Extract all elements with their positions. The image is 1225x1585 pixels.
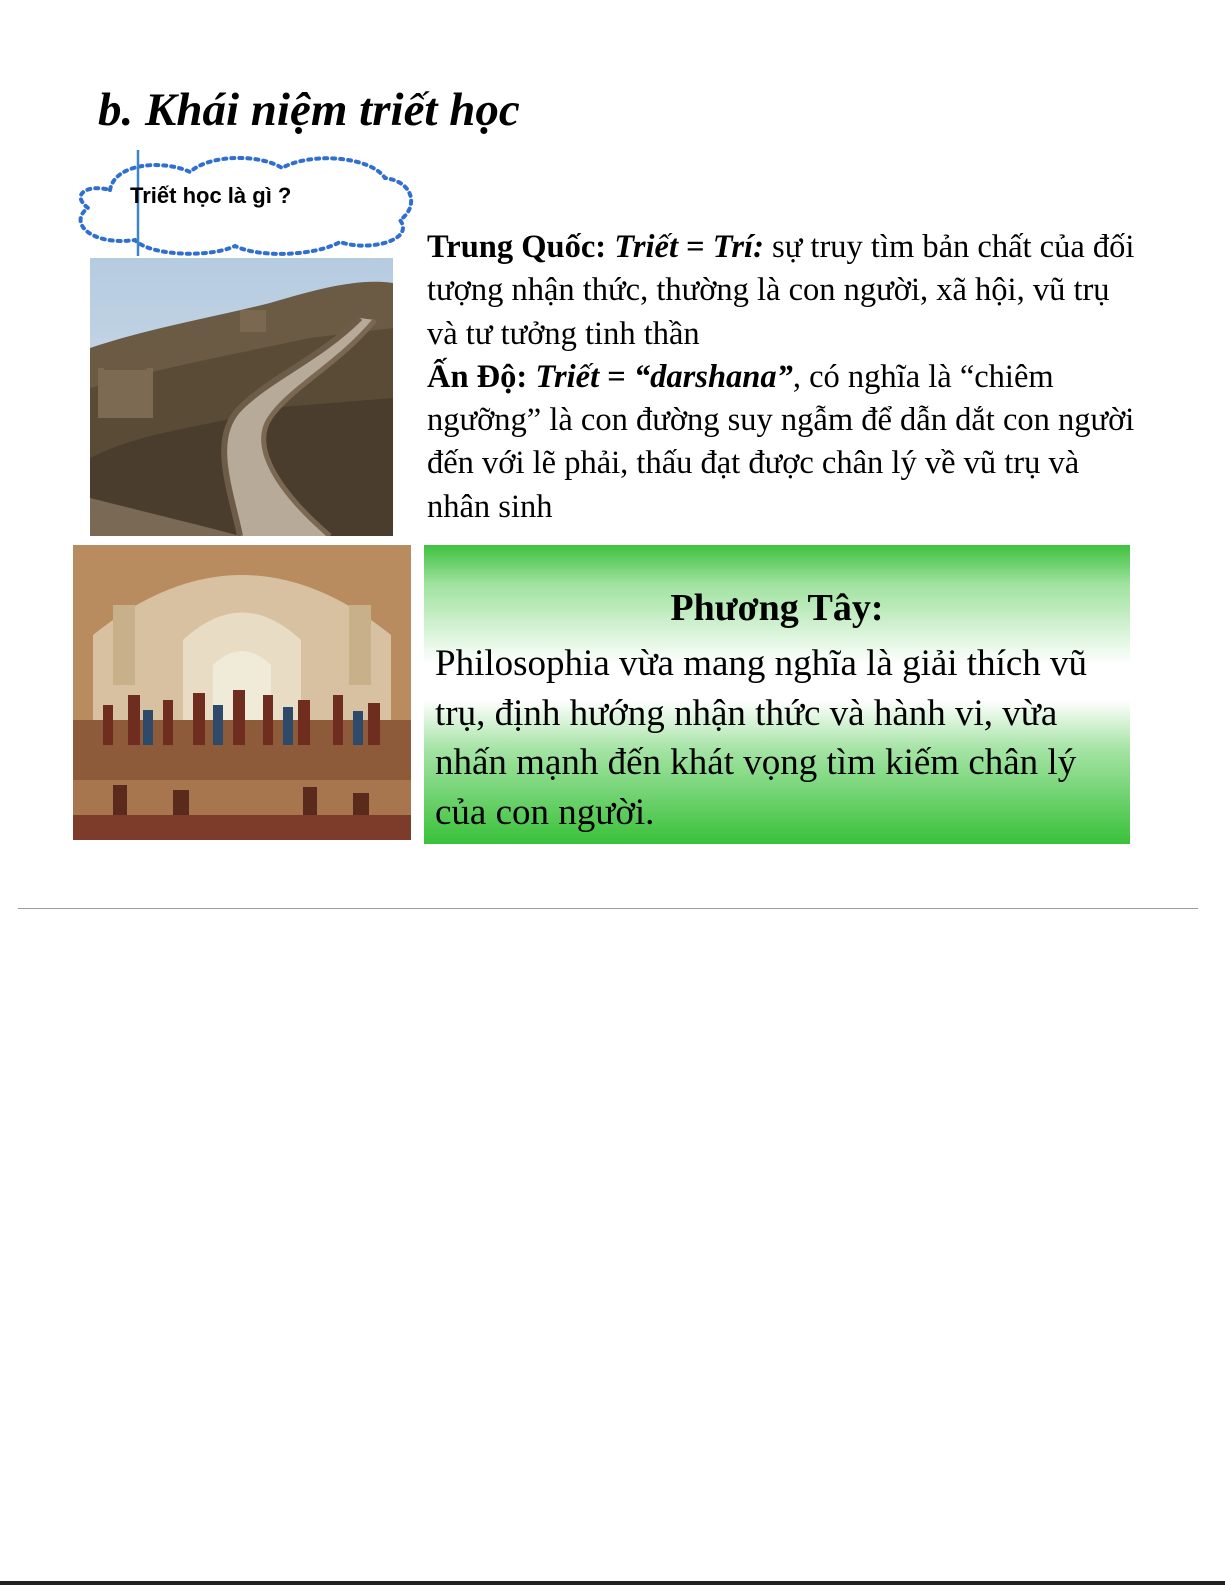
india-term2: “darshana” bbox=[633, 358, 793, 395]
section-heading: b. Khái niệm triết học bbox=[98, 84, 520, 136]
school-of-athens-fresco bbox=[73, 545, 411, 840]
india-text: , có nghĩa là “chiêm ngưỡng” là con đường suy ngẫm để dẫn dắt con người đến với lẽ phải, thấu đạt được chân lý về vũ trụ và nhân sinh bbox=[427, 358, 1135, 525]
india-definition bbox=[427, 356, 1147, 529]
china-label: Trung Quốc: bbox=[427, 229, 607, 265]
china-eq: = bbox=[677, 229, 713, 265]
india-eq: = bbox=[599, 358, 634, 395]
china-term1: Triết bbox=[614, 229, 678, 265]
page-divider bbox=[18, 908, 1198, 909]
west-definition-box bbox=[424, 545, 1130, 844]
great-wall-photo bbox=[90, 258, 393, 536]
china-term2: Trí: bbox=[712, 229, 764, 265]
india-label: Ấn Độ: bbox=[427, 358, 528, 395]
west-text: Philosophia vừa mang nghĩa là giải thích vũ trụ, định hướng nhận thức và hành vi, vừa nhấn mạnh đến khát vọng tìm kiếm chân lý của con người. bbox=[435, 643, 1088, 833]
india-term1: Triết bbox=[535, 358, 600, 395]
callout-question: Triết học là gì ? bbox=[130, 183, 292, 208]
west-title: Phương Tây: bbox=[670, 587, 884, 629]
china-text: sự truy tìm bản chất của đối tượng nhận thức, thường là con người, xã hội, vũ trụ và tư tưởng tinh thần bbox=[427, 229, 1135, 352]
definitions-text bbox=[427, 226, 1147, 529]
china-definition bbox=[427, 226, 1147, 356]
page-bottom-border bbox=[0, 1581, 1225, 1585]
